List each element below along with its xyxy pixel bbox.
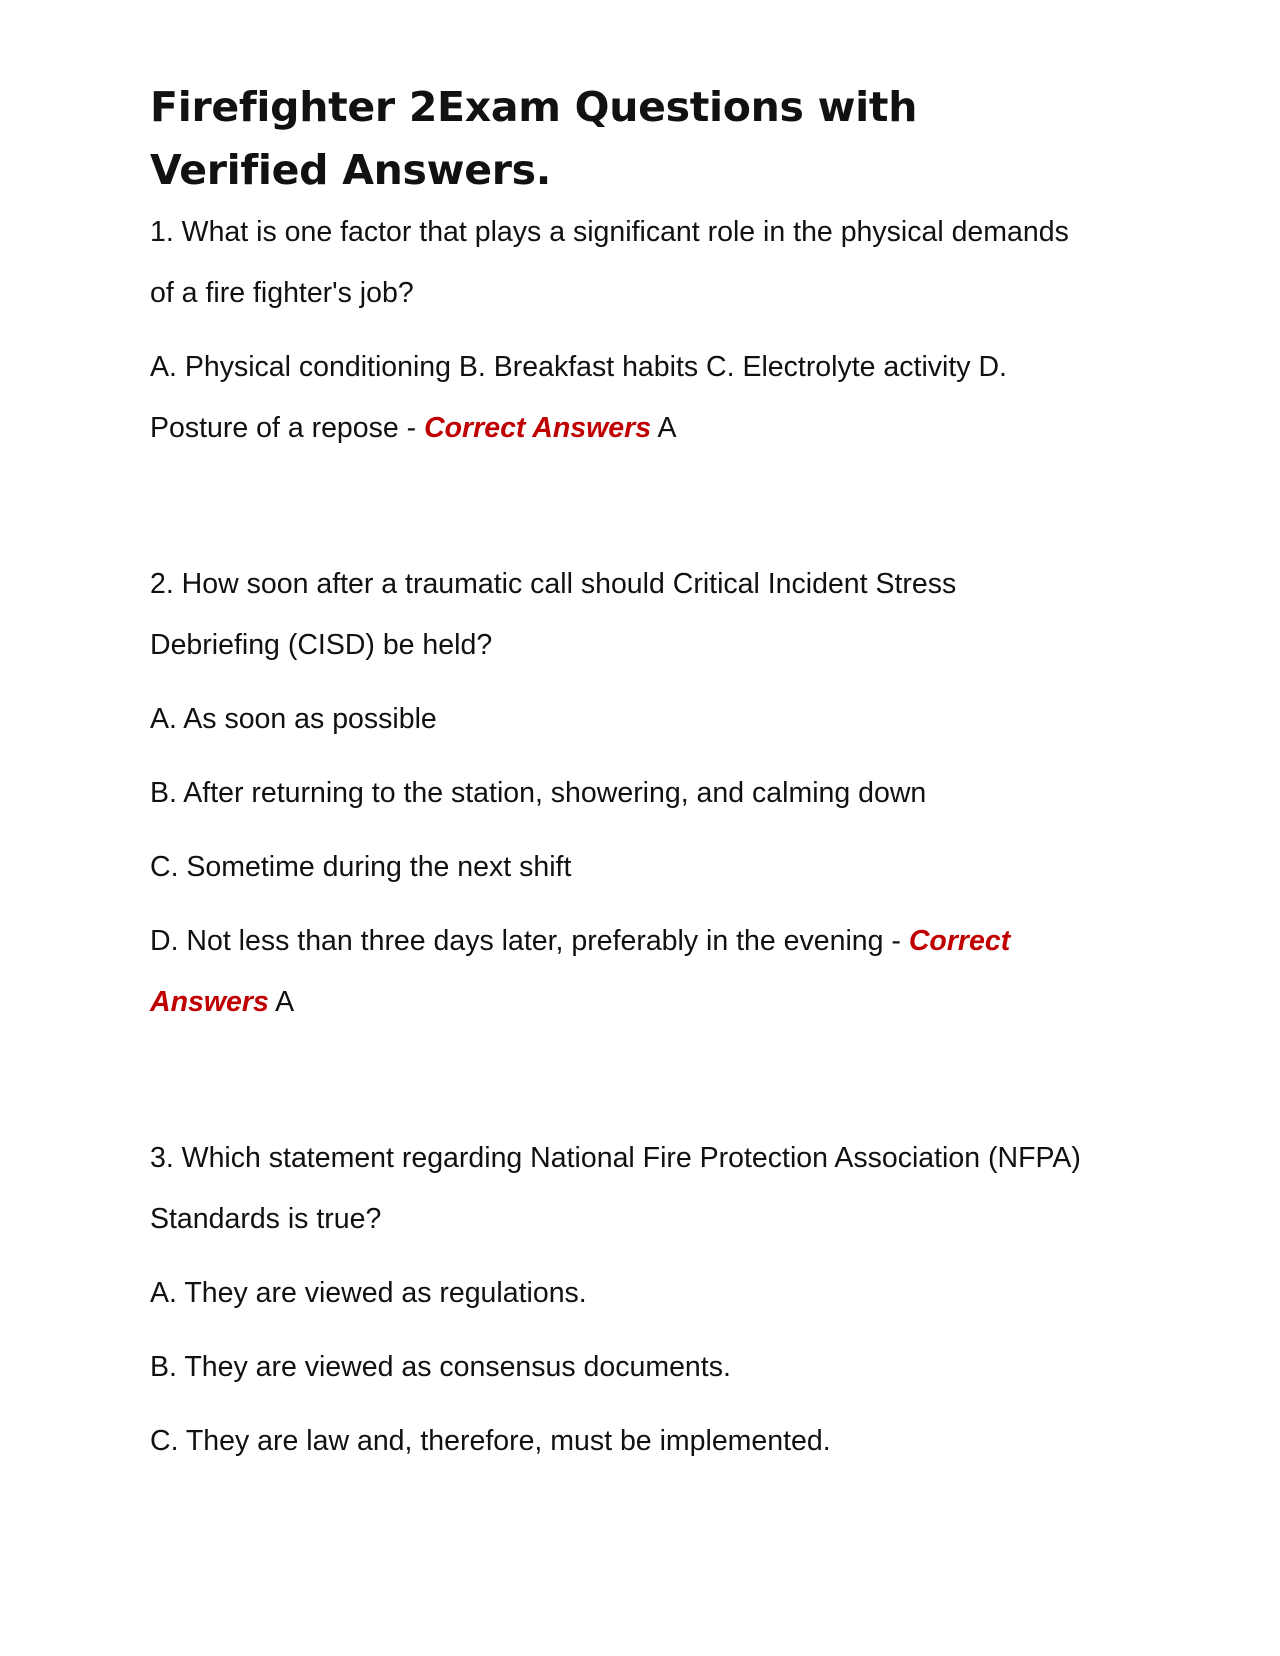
correct-answers-label: Correct Answers [150, 925, 1011, 1018]
options-with-answer [150, 337, 1090, 459]
answer-value: A [275, 986, 295, 1018]
option-d-with-answer [150, 911, 1090, 1033]
option-c: C. Sometime during the next shift [150, 851, 572, 883]
option-c: C. They are law and, therefore, must be implemented. [150, 1425, 831, 1457]
question-text: 2. How soon after a traumatic call should Critical Incident Stress Debriefing (CISD) be held? [150, 568, 957, 661]
option-a: A. They are viewed as regulations. [150, 1277, 587, 1309]
question-text: 3. Which statement regarding National Fire Protection Association (NFPA) Standards is true? [150, 1142, 1081, 1235]
option-b: B. After returning to the station, showering, and calming down [150, 777, 927, 809]
document-title: Firefighter 2Exam Questions with Verified Answers. [150, 83, 918, 194]
question-1 [150, 202, 1090, 459]
option-a: A. As soon as possible [150, 703, 437, 735]
document-page [150, 76, 1090, 1472]
correct-answers-label: Correct Answers [424, 412, 652, 444]
question-3 [150, 1128, 1090, 1472]
question-2 [150, 554, 1090, 1033]
option-b: B. They are viewed as consensus documents. [150, 1351, 731, 1383]
question-text: 1. What is one factor that plays a significant role in the physical demands of a fire fighter's job? [150, 216, 1069, 309]
answer-value: A [657, 412, 677, 444]
options-text: A. Physical conditioning B. Breakfast habits C. Electrolyte activity D. Posture of a repose - [150, 351, 1007, 444]
option-d: D. Not less than three days later, preferably in the evening - [150, 925, 909, 957]
